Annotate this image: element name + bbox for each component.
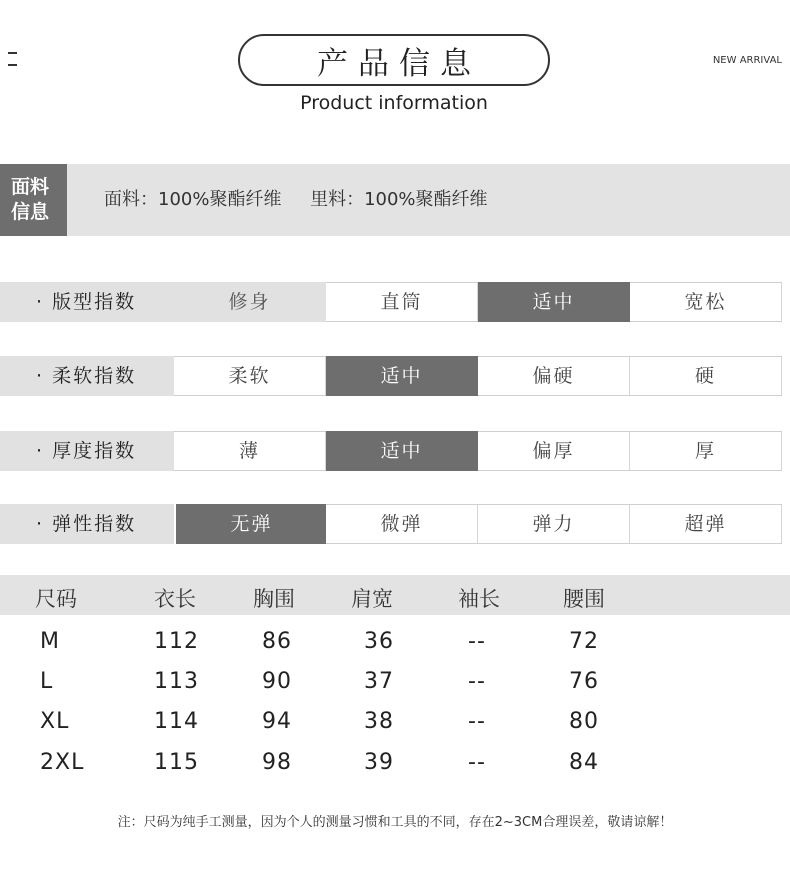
size-value-cell: 76	[569, 669, 599, 694]
size-value-cell: 37	[364, 669, 394, 694]
index-option: 微弹	[326, 504, 478, 544]
size-column-header: 袖长	[458, 587, 500, 611]
index-option-selected: 适中	[478, 282, 630, 322]
index-option: 宽松	[630, 282, 782, 322]
size-value-cell: 72	[569, 629, 599, 654]
size-label-cell: XL	[40, 709, 70, 734]
size-column-header: 胸围	[253, 587, 295, 611]
index-option: 硬	[630, 356, 782, 396]
size-value-cell: 86	[262, 629, 292, 654]
size-value-cell: --	[468, 750, 486, 775]
corner-mark-icon	[8, 52, 17, 66]
size-column-header: 衣长	[154, 587, 196, 611]
fabric-lining: 里料：100%聚酯纤维	[310, 189, 488, 210]
size-value-cell: 113	[154, 669, 199, 694]
index-label: · 版型指数	[0, 282, 174, 322]
index-option: 直筒	[326, 282, 478, 322]
size-column-header: 腰围	[563, 587, 605, 611]
size-column-header: 肩宽	[351, 587, 393, 611]
index-option: 厚	[630, 431, 782, 471]
index-row	[0, 504, 771, 544]
index-option: 弹力	[478, 504, 630, 544]
size-value-cell: 39	[364, 750, 394, 775]
size-value-cell: 98	[262, 750, 292, 775]
size-column-header: 尺码	[35, 587, 77, 611]
index-option: 偏硬	[478, 356, 630, 396]
new-arrival-badge: NEW ARRIVAL	[712, 55, 782, 66]
size-value-cell: 80	[569, 709, 599, 734]
size-value-cell: 114	[154, 709, 199, 734]
page-subtitle: Product information	[300, 92, 488, 114]
index-option: 偏厚	[478, 431, 630, 471]
measurement-note: 注：尺码为纯手工测量，因为个人的测量习惯和工具的不同，存在2~3CM合理误差，敬请谅解！	[117, 815, 673, 830]
page-title: 产品信息	[238, 34, 550, 86]
index-option: 修身	[174, 282, 326, 322]
size-value-cell: --	[468, 709, 486, 734]
size-value-cell: 115	[154, 750, 199, 775]
size-value-cell: 36	[364, 629, 394, 654]
index-label: · 柔软指数	[0, 356, 174, 396]
index-label: · 弹性指数	[0, 504, 174, 544]
index-option-selected: 无弹	[176, 504, 328, 544]
size-label-cell: L	[40, 669, 54, 694]
index-label: · 厚度指数	[0, 431, 174, 471]
fabric-details	[104, 185, 488, 211]
size-value-cell: 90	[262, 669, 292, 694]
size-value-cell: 38	[364, 709, 394, 734]
index-option-selected: 适中	[326, 356, 478, 396]
index-row	[0, 356, 771, 396]
size-value-cell: 84	[569, 750, 599, 775]
size-value-cell: 94	[262, 709, 292, 734]
index-option: 超弹	[630, 504, 782, 544]
fabric-label-line2: 信息	[11, 201, 50, 223]
size-value-cell: --	[468, 669, 486, 694]
size-label-cell: M	[40, 629, 60, 654]
index-row	[0, 282, 771, 322]
fabric-info-label	[0, 164, 67, 236]
size-table-header	[0, 575, 790, 615]
index-row	[0, 431, 771, 471]
size-value-cell: --	[468, 629, 486, 654]
size-label-cell: 2XL	[40, 750, 85, 775]
index-option: 柔软	[174, 356, 326, 396]
index-option: 薄	[174, 431, 326, 471]
size-value-cell: 112	[154, 629, 199, 654]
fabric-label-line1: 面料	[11, 176, 50, 198]
fabric-outer: 面料：100%聚酯纤维	[104, 189, 282, 210]
index-option-selected: 适中	[326, 431, 478, 471]
